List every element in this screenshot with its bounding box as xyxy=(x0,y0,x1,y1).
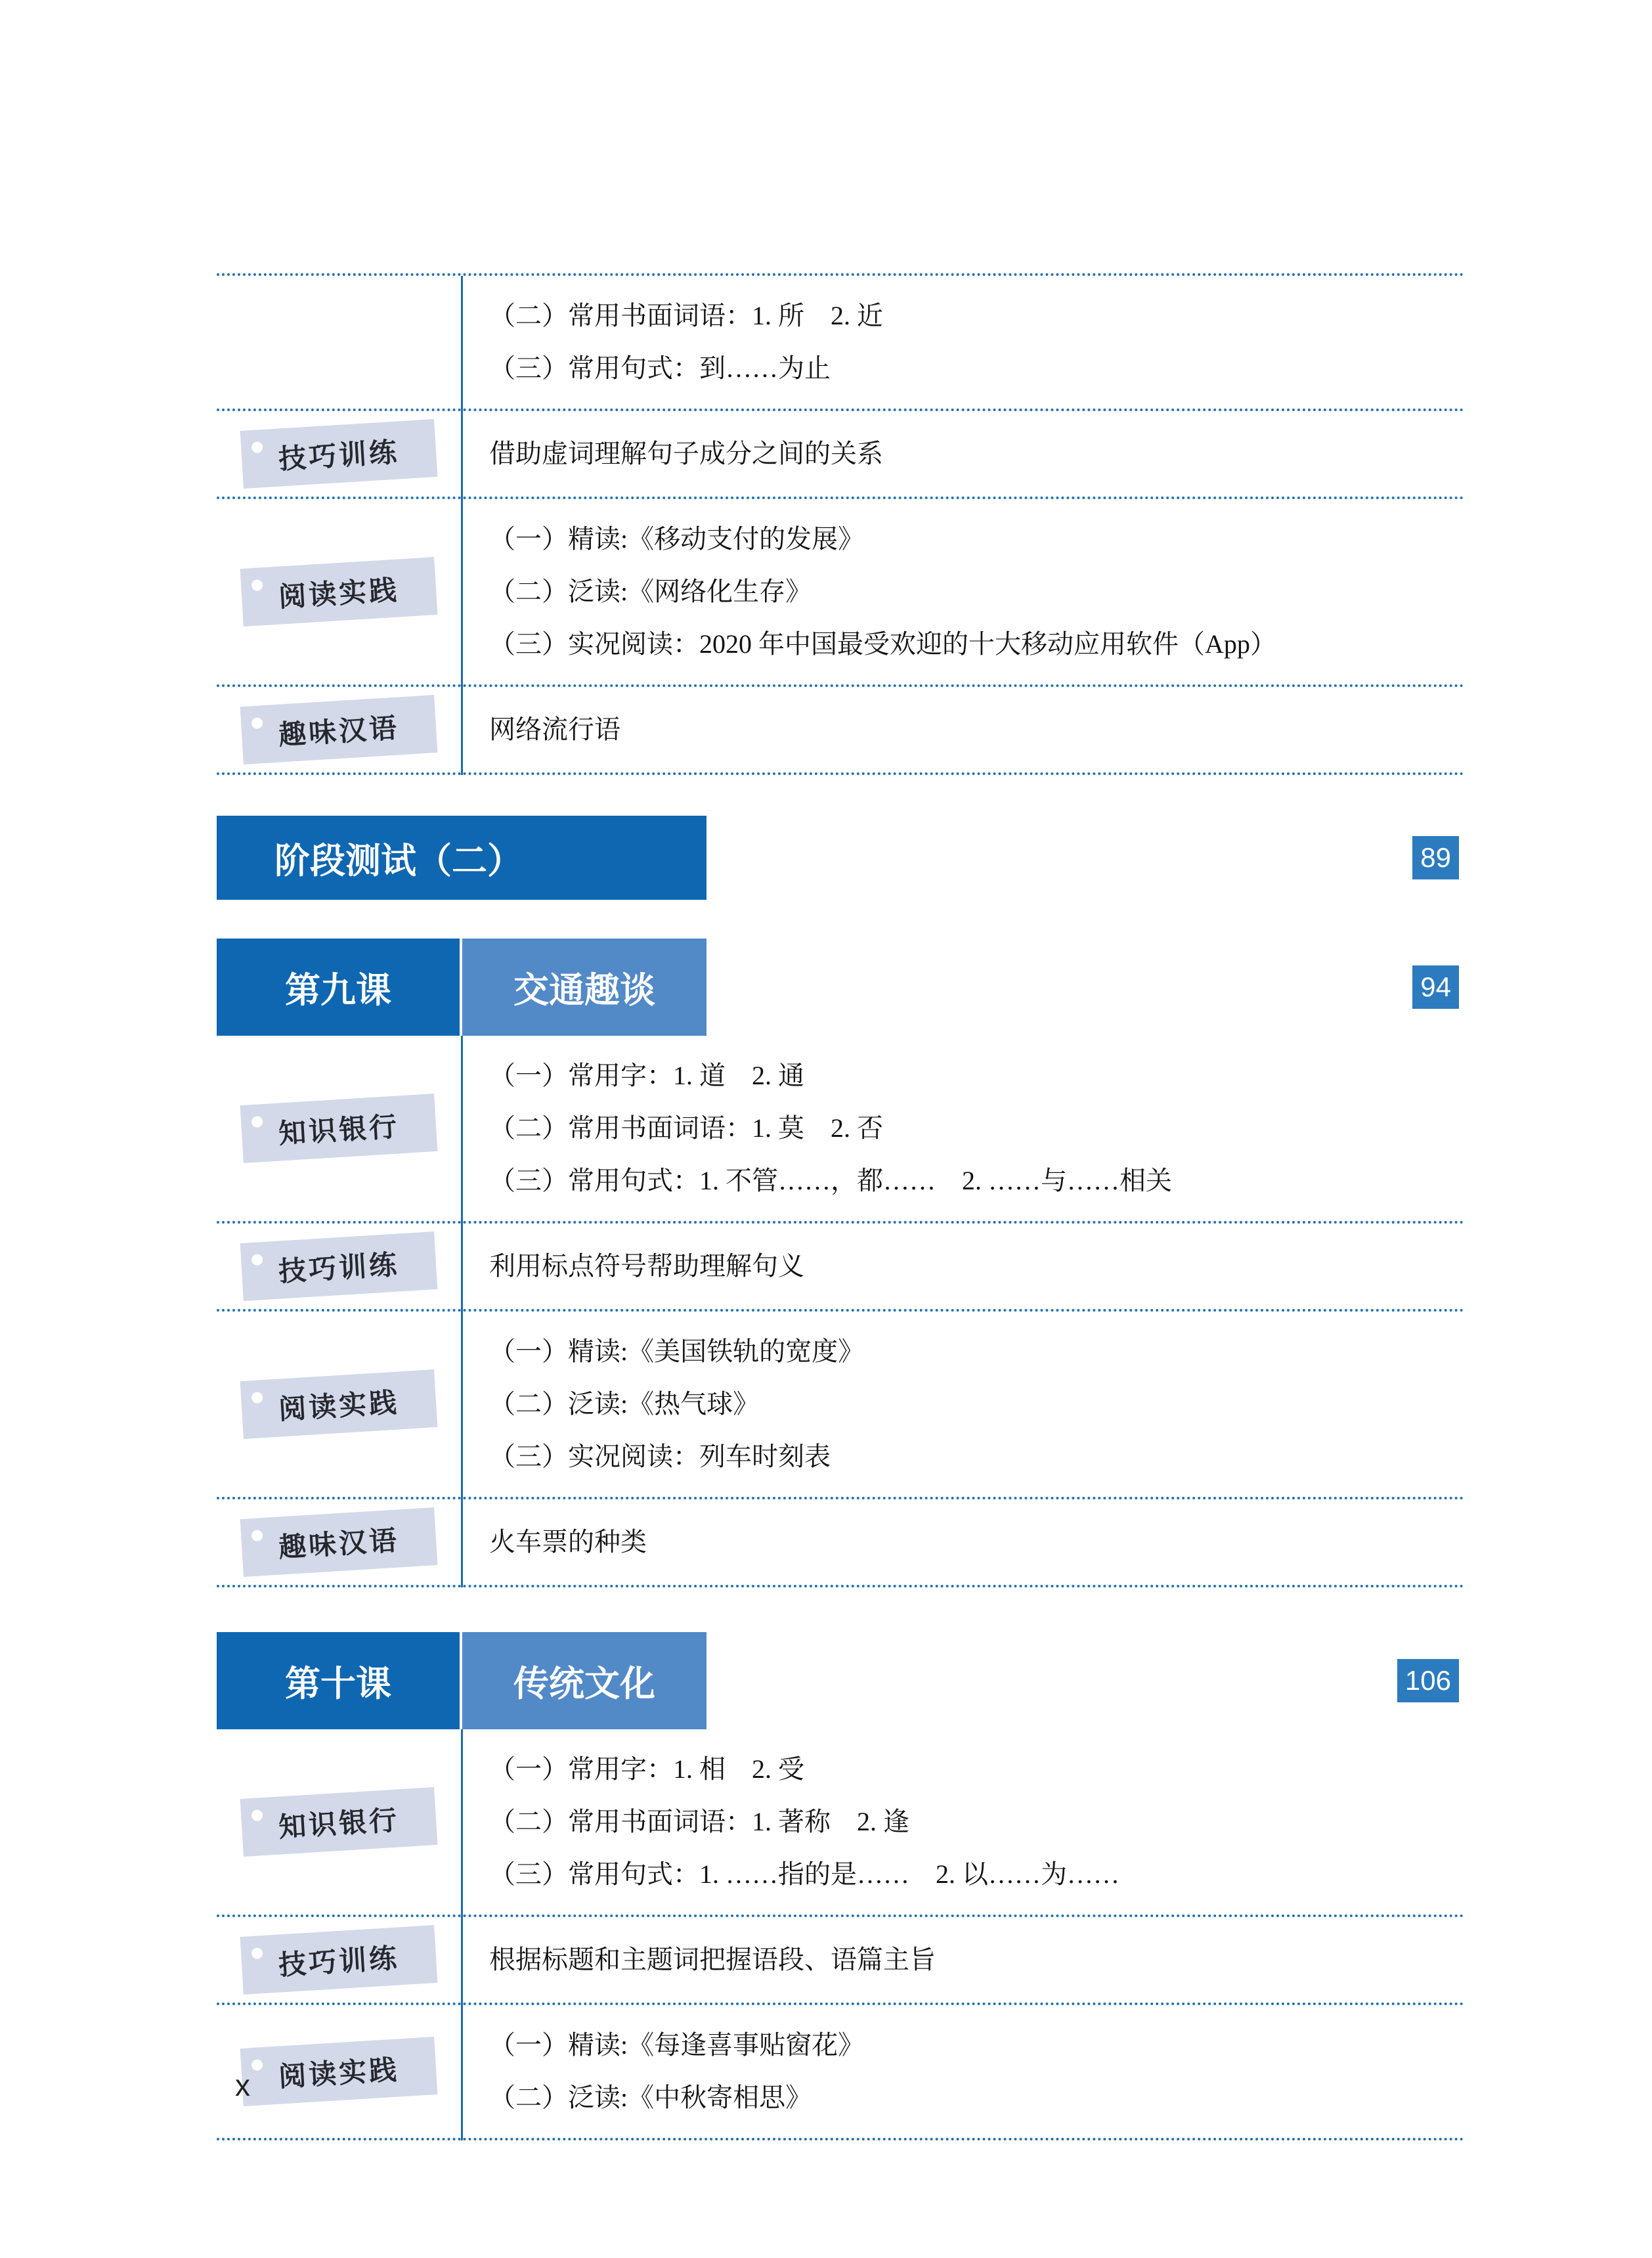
lesson-10-number-box xyxy=(217,1632,460,1729)
content-line: （二）泛读:《热气球》 xyxy=(489,1389,760,1419)
stage-test-row xyxy=(217,816,1464,900)
category-tag xyxy=(240,1925,438,1995)
row-content xyxy=(462,1513,1464,1571)
row-content xyxy=(462,425,1464,483)
category-tag xyxy=(240,419,438,489)
content-line: （二）常用书面词语：1. 莫 2. 否 xyxy=(489,1113,883,1143)
table-row xyxy=(217,276,1464,411)
table-row xyxy=(217,1499,1464,1587)
tag-hole-icon xyxy=(251,1530,263,1541)
page-number-badge: 89 xyxy=(1412,836,1459,879)
content-line: （一）精读:《移动支付的发展》 xyxy=(489,524,865,554)
row-label-cell xyxy=(217,1050,462,1207)
tag-hole-icon xyxy=(251,1392,263,1404)
category-label: 技巧训练 xyxy=(277,1249,401,1287)
lesson-9-header-row xyxy=(217,939,1464,1036)
lesson-9-title: 交通趣谈 xyxy=(513,970,655,1010)
content-line: 借助虚词理解句子成分之间的关系 xyxy=(489,439,883,468)
lesson-9-number: 第九课 xyxy=(285,970,391,1010)
column-divider-line xyxy=(461,1729,463,2140)
content-line: （三）常用句式：到……为止 xyxy=(489,353,831,383)
lesson-9-title-box xyxy=(462,939,706,1036)
page-number-badge: 106 xyxy=(1397,1659,1459,1702)
category-label: 趣味汉语 xyxy=(277,1524,401,1563)
table-row xyxy=(217,2005,1464,2140)
category-label: 阅读实践 xyxy=(277,2054,401,2092)
tag-hole-icon xyxy=(251,717,263,729)
row-label-cell xyxy=(217,1931,462,1989)
lesson-10-title-box xyxy=(462,1632,706,1729)
page-number-badge: 94 xyxy=(1412,965,1459,1009)
content-line: （三）实况阅读：2020 年中国最受欢迎的十大移动应用软件（App） xyxy=(489,629,1276,659)
table-row xyxy=(217,1036,1464,1224)
content-line: 利用标点符号帮助理解句义 xyxy=(489,1251,804,1281)
tag-hole-icon xyxy=(251,1254,263,1266)
column-divider-line xyxy=(461,1036,463,1587)
content-line: （三）常用句式：1. ……指的是…… 2. 以……为…… xyxy=(489,1859,1119,1889)
row-content xyxy=(462,1931,1464,1989)
tag-hole-icon xyxy=(251,441,263,453)
category-label: 阅读实践 xyxy=(277,1386,401,1425)
row-label-cell xyxy=(217,1237,462,1295)
category-label: 趣味汉语 xyxy=(277,712,401,751)
category-tag xyxy=(240,1231,438,1301)
row-label-cell xyxy=(217,2019,462,2124)
category-label: 技巧训练 xyxy=(277,1942,401,1981)
category-tag xyxy=(240,1369,438,1439)
table-row xyxy=(217,1729,1464,1917)
row-content xyxy=(462,701,1464,759)
row-label-cell xyxy=(217,701,462,759)
content-line: （一）常用字：1. 道 2. 通 xyxy=(489,1061,804,1090)
category-tag xyxy=(240,557,438,627)
category-label: 技巧训练 xyxy=(277,436,401,475)
category-tag xyxy=(240,1787,438,1857)
lesson-9-number-box xyxy=(217,939,460,1036)
stage-test-title: 阶段测试（二） xyxy=(274,841,523,881)
row-label-cell xyxy=(217,1743,462,1901)
toc-content xyxy=(217,273,1464,2140)
column-divider-line xyxy=(461,276,463,775)
row-label-cell xyxy=(217,1513,462,1571)
content-line: 火车票的种类 xyxy=(489,1527,647,1557)
table-row xyxy=(217,1312,1464,1499)
lesson-10-title: 传统文化 xyxy=(513,1664,655,1704)
category-tag xyxy=(240,1507,438,1577)
category-label: 知识银行 xyxy=(277,1111,401,1149)
table-row xyxy=(217,687,1464,775)
tag-hole-icon xyxy=(251,1947,263,1959)
lesson-10-header-row xyxy=(217,1632,1464,1729)
row-content xyxy=(462,513,1464,671)
stage-test-banner xyxy=(217,816,706,900)
row-label-cell xyxy=(217,513,462,671)
row-content xyxy=(462,290,1464,395)
content-line: （三）实况阅读：列车时刻表 xyxy=(489,1442,831,1471)
row-content xyxy=(462,1325,1464,1483)
content-line: （二）泛读:《网络化生存》 xyxy=(489,577,812,606)
table-row xyxy=(217,411,1464,499)
table-row xyxy=(217,1917,1464,2005)
tag-hole-icon xyxy=(251,1809,263,1821)
table-row xyxy=(217,1224,1464,1312)
content-line: （二）常用书面词语：1. 所 2. 近 xyxy=(489,301,883,330)
row-label-cell xyxy=(217,290,462,395)
toc-rows-section-top xyxy=(217,273,1464,775)
tag-hole-icon xyxy=(251,1116,263,1128)
tag-hole-icon xyxy=(251,2059,263,2071)
lesson-10-number: 第十课 xyxy=(285,1664,391,1704)
category-tag xyxy=(240,1094,438,1163)
row-content xyxy=(462,1050,1464,1207)
content-line: （三）常用句式：1. 不管……，都…… 2. ……与……相关 xyxy=(489,1166,1172,1195)
content-line: （一）常用字：1. 相 2. 受 xyxy=(489,1754,804,1784)
category-tag xyxy=(240,695,438,764)
lesson-9-rows-section xyxy=(217,1036,1464,1587)
content-line: （二）常用书面词语：1. 著称 2. 逢 xyxy=(489,1807,909,1836)
row-content xyxy=(462,1237,1464,1295)
footer-page-number: x xyxy=(235,2068,250,2102)
content-line: （一）精读:《每逢喜事贴窗花》 xyxy=(489,2030,865,2060)
tag-hole-icon xyxy=(251,579,263,591)
content-line: （一）精读:《美国铁轨的宽度》 xyxy=(489,1337,865,1366)
content-line: 网络流行语 xyxy=(489,715,620,744)
category-tag xyxy=(240,2037,438,2106)
row-label-cell xyxy=(217,1325,462,1483)
table-row xyxy=(217,499,1464,687)
row-content xyxy=(462,1743,1464,1901)
row-label-cell xyxy=(217,425,462,483)
content-line: （二）泛读:《中秋寄相思》 xyxy=(489,2083,812,2112)
lesson-10-rows-section xyxy=(217,1729,1464,2140)
category-label: 阅读实践 xyxy=(277,574,401,613)
content-line: 根据标题和主题词把握语段、语篇主旨 xyxy=(489,1945,936,1974)
category-label: 知识银行 xyxy=(277,1804,401,1843)
row-content xyxy=(462,2019,1464,2124)
